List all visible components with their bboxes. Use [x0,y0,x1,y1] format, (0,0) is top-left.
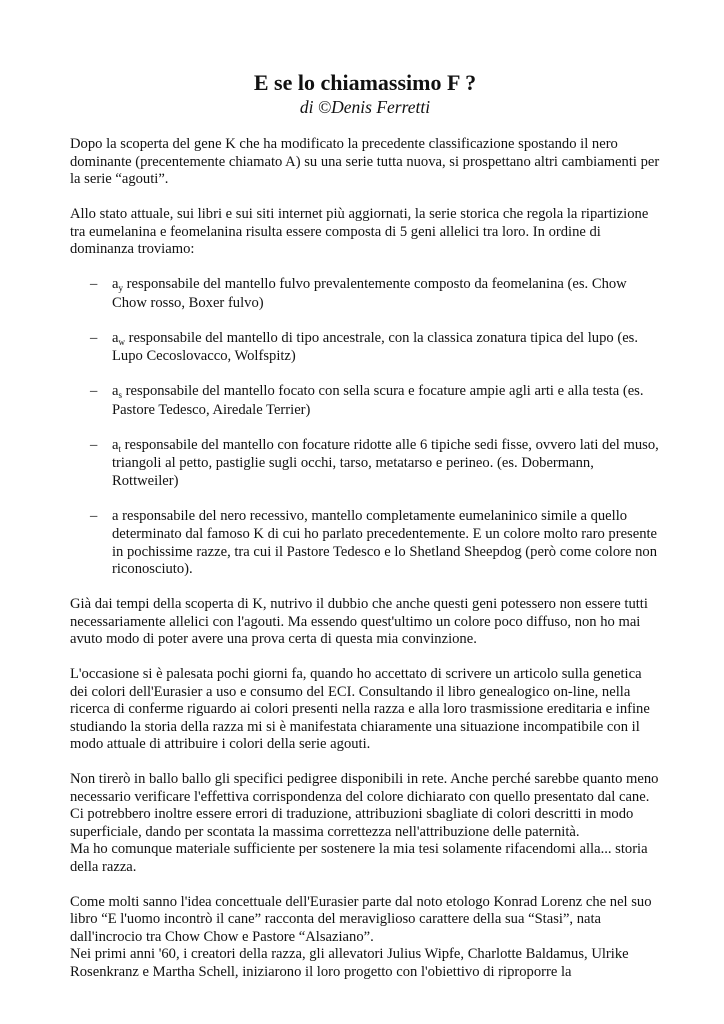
paragraph-doubt: Già dai tempi della scoperta di K, nutrivo il dubbio che anche questi geni potessero non essere tutti necessariamente allelici con l'agouti. Ma essendo quest'ultimo un colore poco diffuso, non ho mai avuto modo di poter avere una prova certa di questa mia convinzione. [70,596,648,647]
allele-symbol: a [112,507,119,524]
list-item [70,276,660,312]
paragraph-current-state: Allo stato attuale, sui libri e sui siti internet più aggiornati, la serie storica che regola la ripartizione tra eumelanina e feomelanina risulta essere composta di 5 geni allelici tra loro. In ordine di dominanza troviamo: [70,206,649,257]
list-item [70,383,660,419]
allele-symbol: a [112,329,119,346]
allele-description: responsabile del mantello con focature ridotte alle 6 tipiche sedi fisse, ovvero lati del muso, triangoli al petto, pastiglie sugli occhi, tarso, metatarso e perineo. (es. Dobermann, Rottweiler) [112,436,659,489]
paragraph-breeders: Nei primi anni '60, i creatori della razza, gli allevatori Julius Wipfe, Charlotte Baldamus, Ulrike Rosenkranz e Martha Schell, iniziarono il loro progetto con l'obiettivo di riproporre la [70,946,629,980]
document-page [70,70,660,999]
allele-subscript: s [118,390,122,400]
allele-subscript: t [118,443,121,454]
document-title: E se lo chiamassimo F ? [253,70,477,95]
list-dash: – [90,383,98,399]
paragraph-material: Ma ho comunque materiale sufficiente per sostenere la mia tesi solamente rifacendomi alla... storia della razza. [70,841,648,875]
list-dash: – [90,276,98,292]
allele-description: responsabile del mantello di tipo ancestrale, con la classica zonatura tipica del lupo (es. Lupo Cecoslovacco, Wolfspitz) [112,329,639,364]
list-item [70,330,660,366]
list-dash: – [90,329,98,346]
allele-description: responsabile del mantello fulvo prevalentemente composto da feomelanina (es. Chow Chow rosso, Boxer fulvo) [112,276,627,311]
paragraph-lorenz: Come molti sanno l'idea concettuale dell'Eurasier parte dal noto etologo Konrad Lorenz che nel suo libro “E l'uomo incontrò il cane” racconta del meraviglioso carattere della sua “Stasi”, nata dall'incrocio tra Chow Chow e Pastore “Alsaziano”. [70,893,652,945]
paragraph-intro: Dopo la scoperta del gene K che ha modificato la precedente classificazione spostando il nero dominante (precentemente chiamato A) su una serie tutta nuova, si prospettano altri cambiamenti per la serie “agouti”. [70,136,660,187]
list-item [70,508,660,579]
list-dash: – [90,436,98,453]
paragraph-occasion: L'occasione si è palesata pochi giorni fa, quando ho accettato di scrivere un articolo sulla genetica dei colori dell'Eurasier a uso e consumo del ECI. Consultando il libro genealogico on-line, nella ricerca di conferme riguardo ai colori presenti nella razza e alla loro trasmissione ereditaria e infine studiando la storia della razza mi si è manifestata chiaramente una situazione incompatibile con il modo attuale di attribuire i colori della serie agouti. [70,666,650,752]
allele-symbol: a [112,276,119,292]
allele-symbol: a [112,436,119,453]
allele-description: responsabile del mantello focato con sella scura e focature ampie agli arti e alla testa (es. Pastore Tedesco, Airedale Terrier) [112,383,644,418]
allele-symbol: a [112,383,119,399]
allele-subscript: w [118,336,125,347]
list-item [70,437,660,491]
paragraph-pedigree: Non tirerò in ballo ballo gli specifici pedigree disponibili in rete. Anche perché sarebbe quanto meno necessario verificare l'effettiva corrispondenza del colore dichiarato con quello presentato dal cane. Ci potrebbero inoltre essere errori di traduzione, attribuzioni sbagliate di colori descritti in modo superficiale, dando per scontata la massima correttezza nell'attribuzione delle paternità. [70,771,659,840]
allele-subscript: y [118,283,123,293]
list-dash: – [90,507,98,524]
allele-description: responsabile del nero recessivo, mantello completamente eumelaninico simile a quello determinato dal famoso K di cui ho parlato precedentemente. E un colore molto raro presente in pochissime razze, tra cui il Pastore Tedesco e lo Shetland Sheepdog (però come colore non riconosciuto). [112,507,658,577]
allele-list [70,276,660,579]
document-author: di ©Denis Ferretti [299,97,431,117]
